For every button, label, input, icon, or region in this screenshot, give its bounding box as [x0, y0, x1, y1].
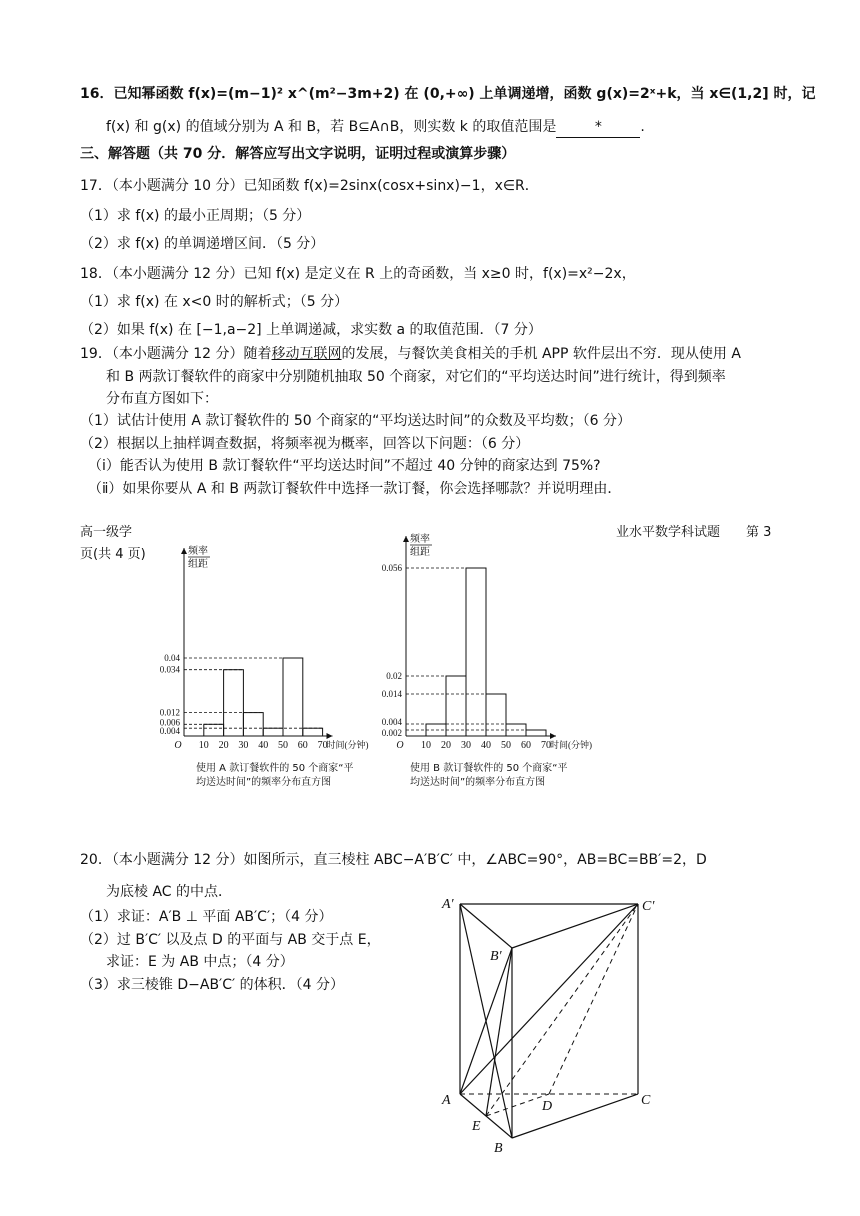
- q19-part2-ii: （ⅱ）如果你要从 A 和 B 两款订餐软件中选择一款订餐，你会选择哪款？并说明理由．: [88, 481, 622, 497]
- q20-stem-2: 为底棱 AC 的中点．: [106, 884, 233, 900]
- q18-stem: 18．（本小题满分 12 分）已知 f(x) 是定义在 R 上的奇函数，当 x≥0 时，f(x)=x²−2x，: [80, 266, 636, 282]
- histB-ylabel-bottom: 组距: [410, 547, 430, 558]
- q19-stem-3: 分布直方图如下：: [106, 391, 218, 407]
- histB-bar: [466, 568, 486, 736]
- q20-part2: （2）过 B′C′ 以及点 D 的平面与 AB 交于点 E，: [80, 932, 381, 948]
- histA-bar: [243, 713, 263, 736]
- label-b-prime: B′: [490, 949, 502, 964]
- histA-bar: [204, 724, 224, 736]
- q17-stem: 17．（本小题满分 10 分）已知函数 f(x)=2sinx(cosx+sinx)−1，x∈R．: [80, 178, 539, 194]
- histB-y-tick-label: 0.02: [386, 671, 402, 681]
- histA-x-tick-label: 70: [317, 740, 328, 751]
- histA-y-arrow: [181, 548, 187, 554]
- histogram-a-plot: [160, 544, 369, 751]
- histA-x-axis-label: 时间(分钟): [326, 740, 369, 750]
- histA-y-tick-label: 0.012: [159, 707, 180, 718]
- histB-bar: [526, 730, 546, 736]
- label-b: B: [494, 1141, 503, 1156]
- histA-y-tick-label: 0.006: [159, 717, 180, 728]
- section-title: 三、解答题（共 70 分．解答应写出文字说明，证明过程或演算步骤）: [80, 146, 516, 162]
- histB-y-tick-label: 0.004: [381, 717, 402, 727]
- histB-x-axis-label: 时间(分钟): [550, 740, 592, 750]
- histogram-b-plot: [382, 532, 592, 751]
- histB-y-tick-label: 0.056: [381, 563, 402, 573]
- histA-ylabel-bottom: 组距: [188, 559, 208, 570]
- q19-stem: 19．（本小题满分 12 分）随着移动互联网的发展，与餐饮美食相关的手机 APP 软件层出不穷．现从使用 A: [80, 346, 741, 362]
- histB-x-tick-label: 50: [501, 740, 511, 751]
- histA-bar: [283, 658, 303, 736]
- histogram-a: [150, 540, 380, 765]
- q17-part1: （1）求 f(x) 的最小正周期；（5 分）: [80, 208, 311, 224]
- q16-line2: f(x) 和 g(x) 的值域分别为 A 和 B，若 B⊆A∩B，则实数 k 的取值范围是 * .: [106, 117, 645, 138]
- histA-bar: [224, 670, 244, 736]
- histB-y-tick-label: 0.014: [381, 689, 402, 699]
- histA-x-tick-label: 30: [238, 740, 249, 751]
- label-c-prime: C′: [642, 899, 655, 914]
- histB-ylabel-top: 频率: [410, 534, 430, 545]
- q16-line1: 16．已知幂函数 f(x)=(m−1)² x^(m²−3m+2) 在 (0,+∞) 上单调递增，函数 g(x)=2ˣ+k，当 x∈(1,2] 时，记: [80, 86, 816, 102]
- q18-part1: （1）求 f(x) 在 x<0 时的解析式；（5 分）: [80, 294, 349, 310]
- histA-bar: [303, 728, 323, 736]
- histB-x-tick-label: 10: [421, 740, 431, 751]
- q20-part3: （3）求三棱锥 D−AB′C′ 的体积．（4 分）: [80, 977, 344, 993]
- histogram-b: [372, 530, 612, 765]
- histogram-b-caption-1: 使用 B 款订餐软件的 50 个商家“平: [410, 763, 568, 774]
- header-right: 业水平数学科试题 第 3: [616, 525, 772, 540]
- histogram-a-caption-1: 使用 A 款订餐软件的 50 个商家“平: [196, 763, 354, 774]
- histA-ylabel-top: 频率: [188, 546, 208, 557]
- q19-part1: （1）试估计使用 A 款订餐软件的 50 个商家的“平均送达时间”的众数及平均数；（6 分）: [80, 413, 631, 429]
- histA-x-tick-label: 40: [258, 740, 269, 751]
- histB-y-tick-label: 0.002: [381, 728, 402, 738]
- label-e: E: [472, 1119, 481, 1134]
- histB-origin-label: O: [396, 740, 404, 751]
- histA-origin-label: O: [174, 740, 182, 751]
- histA-y-tick-label: 0.004: [159, 726, 180, 737]
- q18-part2: （2）如果 f(x) 在 [−1,a−2] 上单调递减，求实数 a 的取值范围．（7 分）: [80, 322, 542, 338]
- label-d: D: [542, 1099, 553, 1114]
- histogram-a-caption-2: 均送达时间”的频率分布直方图: [196, 777, 332, 788]
- prism-figure: [430, 880, 670, 1160]
- histA-x-tick-label: 60: [297, 740, 308, 751]
- label-c: C: [641, 1093, 651, 1108]
- q17-part2: （2）求 f(x) 的单调递增区间．（5 分）: [80, 236, 325, 252]
- histB-bar: [446, 676, 466, 736]
- histB-x-tick-label: 40: [481, 740, 491, 751]
- histA-x-arrow: [327, 733, 333, 739]
- histB-x-tick-label: 70: [541, 740, 551, 751]
- histB-y-arrow: [403, 536, 409, 542]
- histB-x-tick-label: 20: [441, 740, 451, 751]
- q19-part2-i: （ⅰ）能否认为使用 B 款订餐软件“平均送达时间”不超过 40 分钟的商家达到 75%?: [88, 458, 601, 474]
- histA-y-tick-label: 0.034: [159, 664, 180, 675]
- histogram-b-caption-2: 均送达时间”的频率分布直方图: [410, 777, 546, 788]
- histA-bar: [263, 728, 283, 736]
- histA-x-tick-label: 50: [278, 740, 288, 751]
- histA-x-tick-label: 20: [218, 740, 229, 751]
- q19-stem-2: 和 B 两款订餐软件的商家中分别随机抽取 50 个商家，对它们的“平均送达时间”进行统计，得到频率: [106, 369, 726, 385]
- histB-x-tick-label: 60: [521, 740, 531, 751]
- q19-part2: （2）根据以上抽样调查数据，将频率视为概率，回答以下问题：（6 分）: [80, 436, 530, 452]
- q20-part2-b: 求证：E 为 AB 中点；（4 分）: [106, 954, 294, 970]
- q20-stem: 20．（本小题满分 12 分）如图所示，直三棱柱 ABC−A′B′C′ 中，∠ABC=90°，AB=BC=BB′=2，D: [80, 852, 707, 868]
- histB-x-tick-label: 30: [461, 740, 471, 751]
- answer-blank: *: [556, 117, 640, 138]
- histA-y-tick-label: 0.04: [164, 653, 180, 663]
- header-left: 高一级学: [80, 525, 133, 540]
- label-a: A: [442, 1093, 451, 1108]
- label-a-prime: A′: [442, 897, 454, 912]
- header-left-2: 页(共 4 页): [80, 547, 146, 562]
- histA-x-tick-label: 10: [198, 740, 209, 751]
- q20-part1: （1）求证：A′B ⊥ 平面 AB′C′；（4 分）: [80, 909, 333, 925]
- histB-x-arrow: [550, 733, 556, 739]
